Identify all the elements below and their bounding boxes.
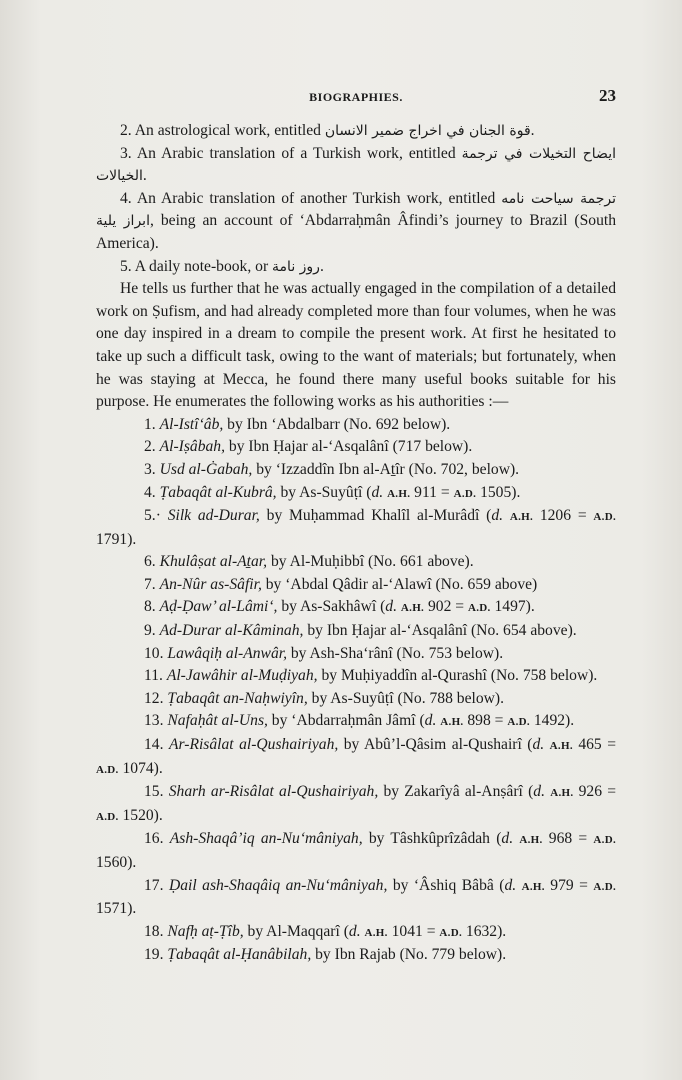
authority-number: 4. (144, 483, 156, 501)
ah-year: 1206 = (533, 507, 594, 525)
died-abbrev: d. (501, 830, 514, 848)
ah-year: 968 = (542, 830, 594, 848)
authority-title: Nafaḥât al-Uns, (167, 712, 268, 730)
ad-label: A.D. (507, 716, 530, 729)
authority-number: 3. (144, 460, 156, 478)
authority-number: 1. (144, 415, 156, 433)
authority-item (96, 643, 616, 666)
ah-label: A.H. (550, 787, 574, 800)
page-number: 23 (599, 86, 616, 105)
work-item: 3. An Arabic translation of a Turkish work, entitled ايضاح التخيلات في ترجمة الخيالات. (96, 144, 616, 185)
arabic-title: ترجمة سياحت نامه ابراز يلية (96, 190, 616, 230)
authorities-list (96, 414, 616, 967)
authority-author: by Muḥammad Khalîl al-Murâdî ( (259, 507, 492, 525)
arabic-title: قوة الجنان في اخراج ضمير الانسان (324, 123, 531, 139)
authority-title: Ṭabaqât an-Naḥwiyîn, (167, 689, 308, 707)
authority-details: by ‘Abdal Qâdir al-‘Alawî (No. 659 above) (261, 575, 538, 593)
authority-number: 5.· (144, 507, 161, 525)
authority-item (96, 734, 616, 781)
died-abbrev: d. (424, 712, 437, 730)
authority-item (96, 436, 616, 459)
ad-year: 1505). (476, 483, 521, 501)
ah-year: 979 = (544, 876, 594, 894)
authority-number: 19. (144, 946, 164, 964)
work-item: 2. An astrological work, entitled قوة الجنان في اخراج ضمير الانسان. (120, 122, 535, 139)
authority-number: 6. (144, 553, 156, 571)
authority-details: by Ibn Rajab (No. 779 below). (311, 946, 507, 964)
authority-author: by Abû’l-Qâsim al-Qushairî ( (338, 736, 533, 754)
ah-year: 902 = (424, 598, 468, 616)
died-abbrev: d. (371, 483, 384, 501)
ah-label: A.H. (521, 880, 545, 893)
died-abbrev: d. (348, 922, 361, 940)
ad-year: 1571). (96, 900, 137, 918)
ad-year: 1497). (490, 598, 535, 616)
authority-author: by ‘Âshiq Bâbâ ( (387, 876, 505, 894)
died-abbrev: d. (491, 507, 504, 525)
authority-item (96, 665, 616, 688)
authority-number: 14. (144, 736, 164, 754)
authority-number: 2. (144, 438, 156, 456)
ad-year: 1632). (462, 922, 507, 940)
authority-details: by Ibn ‘Abdalbarr (No. 692 below). (223, 415, 451, 433)
ah-label: A.H. (549, 740, 573, 753)
work-item: 5. A daily note-book, or روز نامة. (120, 257, 324, 275)
authority-title: Ad-Durar al-Kâminah, (159, 622, 304, 640)
ad-label: A.D. (593, 834, 616, 847)
ah-label: A.H. (440, 716, 464, 729)
ad-year: 1520). (118, 806, 163, 824)
authority-title: Ash-Shaqâ’iq an-Nu‘mâniyah, (169, 830, 363, 848)
authority-number: 11. (144, 667, 163, 685)
authority-item (96, 414, 616, 437)
authority-title: Al-Istî‘âb, (159, 415, 224, 433)
authority-title: Ar-Risâlat al-Qushairiyah, (168, 736, 339, 754)
ad-label: A.D. (439, 926, 462, 939)
authority-item (96, 944, 616, 967)
authority-item (96, 781, 616, 828)
page-header (96, 86, 616, 110)
authority-title: Aḍ-Ḍaw’ al-Lâmi‘, (159, 598, 278, 616)
authority-number: 17. (144, 876, 164, 894)
authority-details: by ‘Izzaddîn Ibn al-Aṯîr (No. 702, below). (252, 460, 520, 478)
body-paragraph: He tells us further that he was actually engaged in the compilation of a detailed work on Ṣufism, and had already completed more than four volumes, when he was one day inspired in a dream to compile the present work. At first he hesitated to take up such a difficult task, owing to the want of materials; but fortunately, when he was staying at Mecca, he found there many useful books suitable for his purpose. He enumerates the following works as his authorities :— (96, 280, 616, 411)
authority-title: Ḍail ash-Shaqâiq an-Nu‘mâniyah, (168, 876, 388, 894)
ah-label: A.H. (364, 926, 388, 939)
authority-details: by Muḥiyaddîn al-Qurashî (No. 758 below). (317, 667, 598, 685)
ad-year: 1791). (96, 530, 137, 548)
authority-item (96, 875, 616, 921)
authority-number: 16. (144, 830, 164, 848)
ah-label: A.H. (400, 602, 425, 615)
ah-label: A.H. (519, 834, 543, 847)
authority-item (96, 574, 616, 597)
page-body (96, 120, 616, 967)
authority-details: by Ash-Sha‘rânî (No. 753 below). (286, 644, 504, 662)
ah-label: A.H. (387, 487, 411, 500)
authority-item (96, 551, 616, 574)
authority-author: by As-Suyûṭî ( (276, 483, 372, 501)
authority-number: 8. (144, 598, 156, 616)
authority-item (96, 921, 616, 945)
authority-number: 7. (144, 575, 156, 593)
ad-year: 1560). (96, 854, 137, 871)
ah-year: 911 = (410, 483, 454, 501)
died-abbrev: d. (532, 736, 545, 754)
authority-title: Nafḥ aṭ-Ṭîb, (167, 922, 244, 940)
authority-item (96, 828, 616, 874)
ad-label: A.D. (453, 487, 477, 500)
ad-label: A.D. (593, 511, 617, 524)
authority-item (96, 688, 616, 711)
ah-year: 465 = (572, 736, 616, 754)
ad-year: 1074). (118, 759, 163, 777)
works-list (96, 120, 616, 278)
ah-year: 898 = (463, 712, 508, 730)
running-title: BIOGRAPHIES. (309, 90, 403, 104)
ad-label: A.D. (468, 602, 491, 615)
ad-label: A.D. (96, 763, 119, 776)
authority-title: Lawâqiḥ al-Anwâr, (167, 644, 287, 662)
ah-year: 926 = (573, 783, 617, 801)
authority-number: 13. (144, 712, 164, 730)
ad-label: A.D. (96, 810, 119, 823)
authority-title: An-Nûr as-Sâfir, (159, 575, 262, 593)
authority-number: 9. (144, 622, 156, 640)
arabic-title: ايضاح التخيلات في ترجمة الخيالات (96, 145, 616, 185)
died-abbrev: d. (504, 876, 517, 894)
authority-number: 12. (144, 689, 164, 707)
authority-item (96, 505, 616, 551)
authority-author: by Zakarîyâ al-Anṣârî ( (378, 783, 534, 801)
work-item: 4. An Arabic translation of another Turkish work, entitled ترجمة سياحت نامه ابراز يلية, being an account of ‘Abdarraḥmân Âfindi’s journey to Brazil (South America). (96, 189, 617, 252)
arabic-title: روز نامة (272, 258, 320, 275)
authority-details: by Ibn Ḥajar al-‘Asqalânî (717 below). (225, 438, 473, 456)
authority-title: Ṭabaqât al-Kubrâ, (159, 483, 277, 501)
authority-title: Khulâṣat al-Aṯar, (159, 553, 268, 571)
authority-title: Usd al-Ġabah, (159, 460, 253, 478)
authority-item (96, 482, 616, 506)
authority-author: by Tâshkûprîzâdah ( (362, 830, 502, 848)
authority-author: by Al-Maqqarî ( (243, 922, 349, 940)
authority-title: Al-Jawâhir al-Muḍiyah, (166, 667, 318, 685)
authority-number: 15. (144, 783, 164, 801)
authority-details: by Ibn Ḥajar al-‘Asqalânî (No. 654 above). (303, 622, 577, 640)
authority-title: Silk ad-Durar, (167, 507, 260, 525)
authority-item (96, 620, 616, 643)
ah-label: A.H. (509, 511, 534, 524)
authority-title: Al-Iṣâbah, (159, 438, 226, 456)
authority-title: Sharh ar-Risâlat al-Qushairiyah, (168, 783, 379, 801)
ad-label: A.D. (593, 880, 616, 893)
authority-author: by ‘Abdarraḥmân Jâmî ( (267, 712, 425, 730)
ah-year: 1041 = (387, 922, 440, 940)
authority-number: 10. (144, 644, 164, 662)
authority-details: by Al-Muḥibbî (No. 661 above). (267, 553, 474, 571)
ad-year: 1492). (529, 712, 575, 730)
authority-number: 18. (144, 922, 164, 940)
authority-author: by As-Sakhâwî ( (277, 598, 386, 616)
died-abbrev: d. (385, 598, 397, 616)
authority-item (96, 596, 616, 620)
died-abbrev: d. (533, 783, 545, 801)
authority-details: by As-Suyûṭî (No. 788 below). (307, 689, 504, 707)
authority-item (96, 710, 616, 734)
authority-item (96, 459, 616, 482)
authority-title: Ṭabaqât al-Ḥanâbilah, (167, 946, 312, 964)
